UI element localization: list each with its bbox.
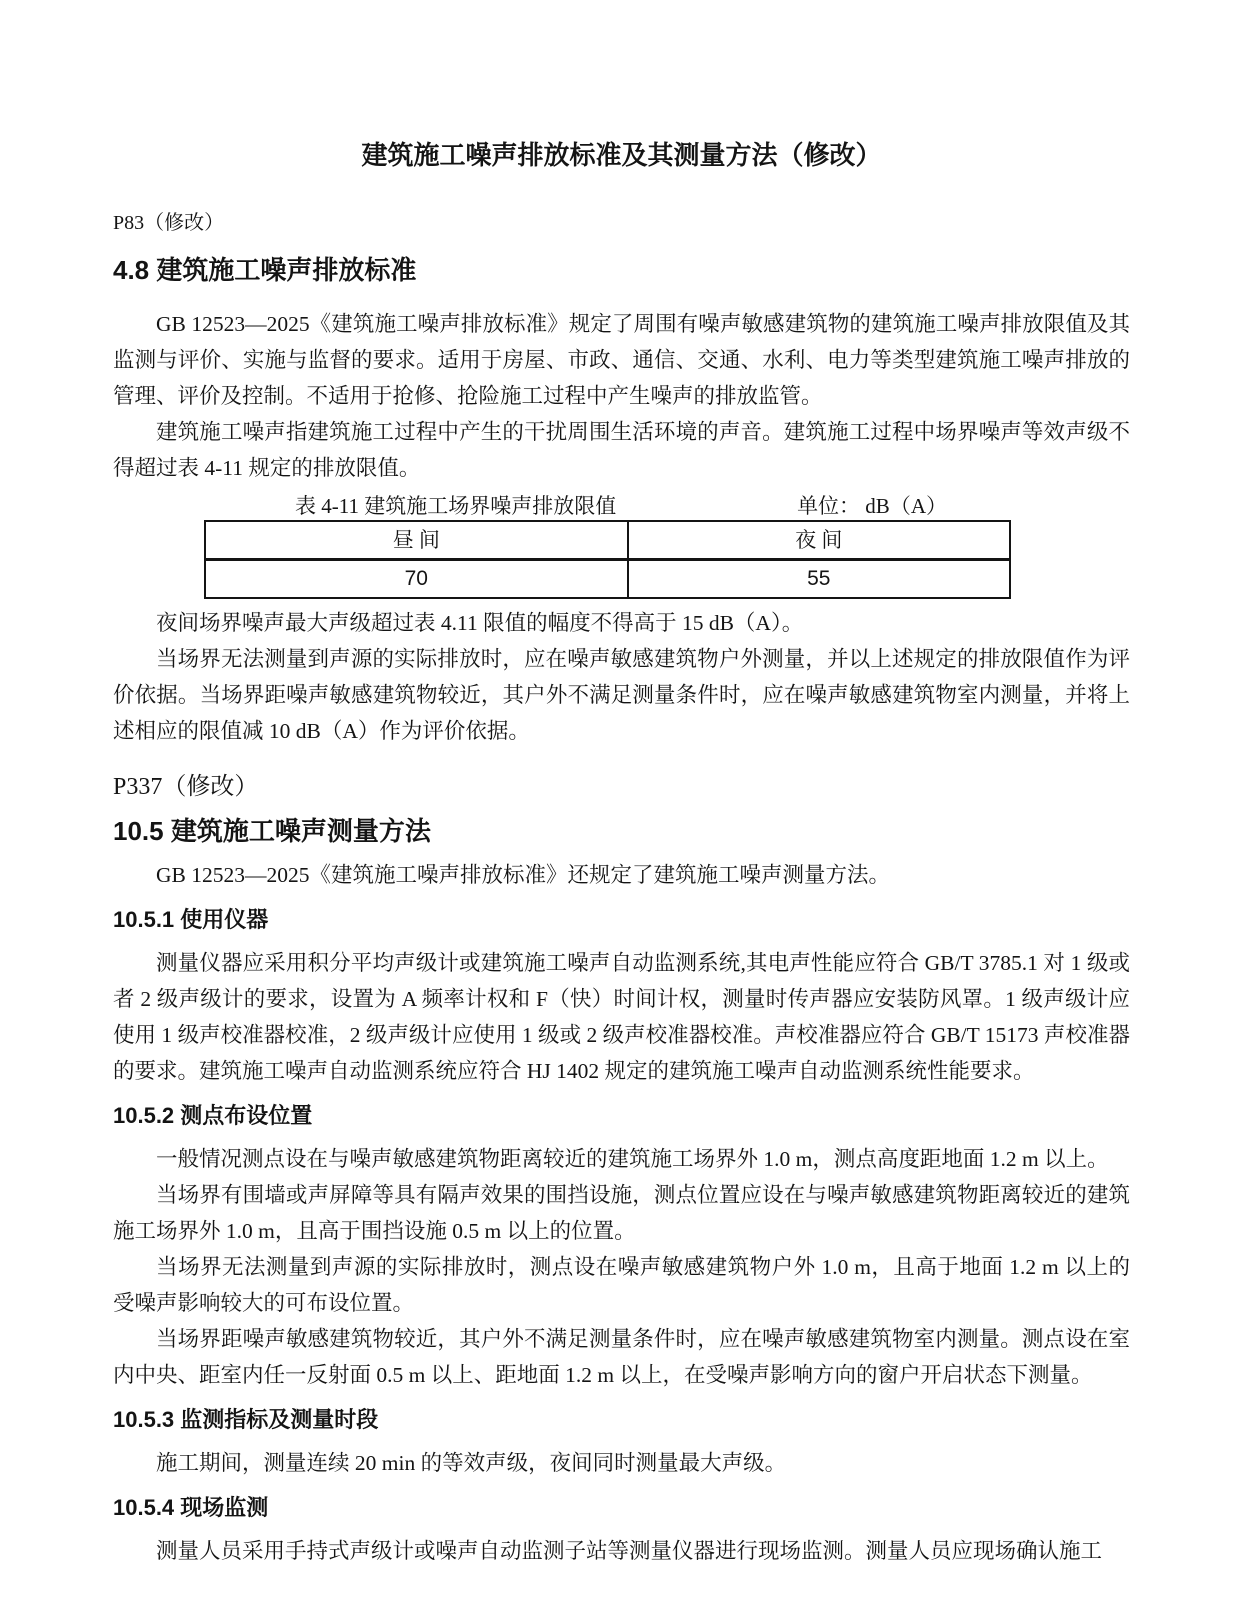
paragraph-intro-10-5: GB 12523—2025《建筑施工噪声排放标准》还规定了建筑施工噪声测量方法。	[156, 863, 890, 887]
heading-10-5-1: 10.5.1 使用仪器	[113, 907, 269, 932]
page-ref-p337: P337（修改）	[113, 774, 259, 800]
table-caption: 表 4-11 建筑施工场界噪声排放限值	[295, 494, 617, 518]
heading-4-8: 4.8 建筑施工噪声排放标准	[113, 255, 417, 285]
paragraph-point-indoor: 当场界距噪声敏感建筑物较近，其户外不满足测量条件时，应在噪声敏感建筑物室内测量。测点设在室内中央、距室内任一反射面 0.5 m 以上、距地面 1.2 m 以上，在受噪声影响方向的窗户开启状态下测量。	[113, 1327, 1130, 1387]
table-unit-label: 单位： dB（A）	[797, 494, 947, 518]
heading-10-5: 10.5 建筑施工噪声测量方法	[113, 816, 431, 846]
paragraph-indicators: 施工期间，测量连续 20 min 的等效声级，夜间同时测量最大声级。	[156, 1451, 787, 1475]
paragraph-scope: GB 12523—2025《建筑施工噪声排放标准》规定了周围有噪声敏感建筑物的建筑施工噪声排放限值及其监测与评价、实施与监督的要求。适用于房屋、市政、通信、交通、水利、电力等类型建筑施工噪声排放的管理、评价及控制。不适用于抢修、抢险施工过程中产生噪声的排放监管。	[113, 312, 1130, 408]
value-nighttime: 55	[628, 560, 1010, 599]
paragraph-point-barrier: 当场界有围墙或声屏障等具有隔声效果的围挡设施，测点位置应设在与噪声敏感建筑物距离较近的建筑施工场界外 1.0 m，且高于围挡设施 0.5 m 以上的位置。	[113, 1183, 1130, 1243]
col-header-nighttime: 夜 间	[628, 521, 1010, 560]
paragraph-point-general: 一般情况测点设在与噪声敏感建筑物距离较近的建筑施工场界外 1.0 m，测点高度距地面 1.2 m 以上。	[156, 1147, 1109, 1171]
heading-10-5-4: 10.5.4 现场监测	[113, 1495, 269, 1520]
document-title: 建筑施工噪声排放标准及其测量方法（修改）	[361, 140, 882, 170]
paragraph-point-outdoor: 当场界无法测量到声源的实际排放时，测点设在噪声敏感建筑物户外 1.0 m，且高于地面 1.2 m 以上的受噪声影响较大的可布设位置。	[113, 1255, 1130, 1315]
paragraph-evaluation: 当场界无法测量到声源的实际排放时，应在噪声敏感建筑物户外测量，并以上述规定的排放限值作为评价依据。当场界距噪声敏感建筑物较近，其户外不满足测量条件时，应在噪声敏感建筑物室内测量，并将上述相应的限值减 10 dB（A）作为评价依据。	[113, 647, 1130, 743]
paragraph-instruments: 测量仪器应采用积分平均声级计或建筑施工噪声自动监测系统,其电声性能应符合 GB/T 3785.1 对 1 级或者 2 级声级计的要求，设置为 A 频率计权和 F（快）时间计权，测量时传声器应安装防风罩。1 级声级计应使用 1 级声校准器校准，2 级声级计应使用 1 级或 2 级声校准器校准。声校准器应符合 GB/T 15173 声校准器的要求。建筑施工噪声自动监测系统应符合 HJ 1402 规定的建筑施工噪声自动监测系统性能要求。	[113, 951, 1130, 1083]
col-header-daytime: 昼 间	[205, 521, 628, 560]
paragraph-night-max: 夜间场界噪声最大声级超过表 4.11 限值的幅度不得高于 15 dB（A）。	[156, 611, 804, 635]
paragraph-field-monitoring: 测量人员采用手持式声级计或噪声自动监测子站等测量仪器进行现场监测。测量人员应现场确认施工	[156, 1539, 1103, 1563]
noise-limit-table	[204, 520, 1011, 599]
page-ref-p83: P83（修改）	[113, 212, 225, 234]
value-daytime: 70	[205, 560, 628, 599]
table-caption-row	[113, 492, 1130, 520]
table-header-row	[205, 521, 1010, 560]
heading-10-5-3: 10.5.3 监测指标及测量时段	[113, 1407, 379, 1432]
table-data-row	[205, 560, 1010, 599]
paragraph-definition: 建筑施工噪声指建筑施工过程中产生的干扰周围生活环境的声音。建筑施工过程中场界噪声等效声级不得超过表 4-11 规定的排放限值。	[113, 420, 1130, 480]
heading-10-5-2: 10.5.2 测点布设位置	[113, 1103, 313, 1128]
